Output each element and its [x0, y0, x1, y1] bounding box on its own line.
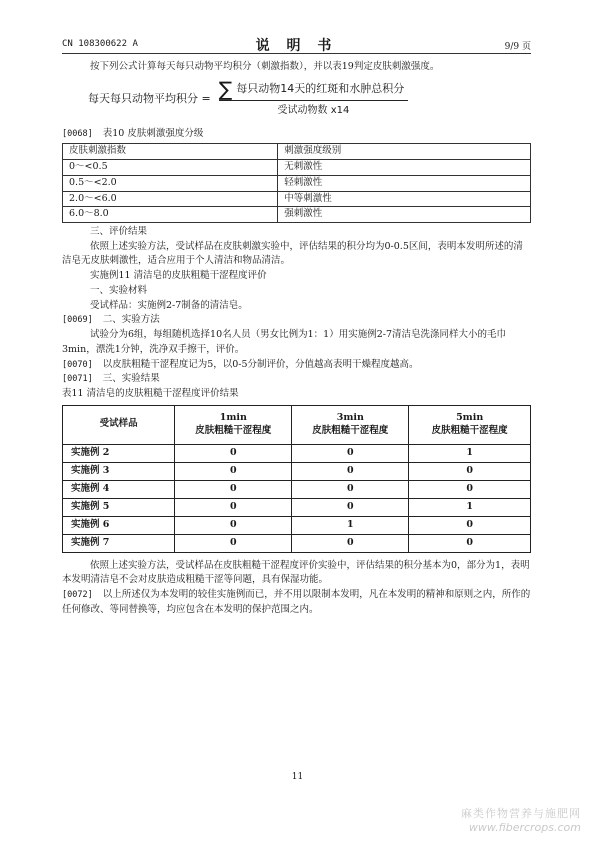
table-cell: 0 — [175, 516, 292, 534]
table-cell: 无刺激性 — [278, 160, 531, 176]
table-row — [63, 207, 531, 223]
table-cell: 0 — [409, 516, 531, 534]
table-cell: 0 — [409, 534, 531, 552]
table-cell: 0 — [175, 498, 292, 516]
table-row — [63, 480, 531, 498]
table-cell: 强刺激性 — [278, 207, 531, 223]
table-cell: 0 — [175, 444, 292, 462]
table-row — [63, 534, 531, 552]
para-0070 — [62, 358, 531, 373]
watermark-url: www.fibercrops.com — [468, 821, 581, 834]
formula-numerator — [218, 76, 408, 101]
table-row — [63, 191, 531, 207]
table-row — [63, 462, 531, 480]
roughness-table — [62, 405, 531, 553]
example-11-title: 实施例11 清洁皂的皮肤粗糙干涩程度评价 — [90, 270, 267, 282]
page-header — [62, 35, 531, 54]
table-row — [63, 516, 531, 534]
table-cell: 0 — [175, 462, 292, 480]
table-cell: 0 — [175, 534, 292, 552]
doc-title: 说 明 书 — [255, 38, 338, 54]
table-row — [63, 175, 531, 191]
irritation-grade-table — [62, 143, 531, 223]
row-label: 实施例 4 — [63, 480, 175, 498]
table-header-cell: 刺激强度级别 — [278, 144, 531, 160]
row-label: 实施例 7 — [63, 534, 175, 552]
para-0068 — [62, 127, 531, 142]
formula — [88, 77, 531, 121]
table-row — [63, 160, 531, 176]
scoring-text: 以皮肤粗糙干涩程度记为5，以0-5分制评价，分值越高表明干燥程度越高。 — [102, 358, 419, 370]
formula-numerator-text: 每只动物14天的红斑和水肿总积分 — [236, 82, 405, 96]
table-header-cell: 皮肤刺激指数 — [63, 144, 278, 160]
table-cell: 1 — [409, 444, 531, 462]
row-label: 实施例 6 — [63, 516, 175, 534]
section-title: 三、实验结果 — [102, 373, 160, 385]
table-cell: 6.0～8.0 — [63, 207, 278, 223]
para-tag: [0072] — [62, 590, 93, 601]
table-header-cell — [292, 405, 409, 444]
watermark — [461, 805, 581, 834]
materials-text: 受试样品：实施例2-7制备的清洁皂。 — [90, 299, 248, 311]
table-cell: 1 — [292, 516, 409, 534]
intro-text: 按下列公式计算每天每只动物平均积分（刺激指数），并以表19判定皮肤刺激强度。 — [90, 61, 440, 72]
header-time: 1min — [219, 411, 247, 423]
formula-left: 每天每只动物平均积分 = — [88, 92, 211, 106]
table-header-row — [63, 144, 531, 160]
doc-number: CN 108300622 A — [62, 39, 138, 49]
para-0072 — [62, 588, 531, 617]
page-content — [62, 60, 531, 618]
formula-fraction — [218, 76, 408, 119]
table-cell: 0 — [409, 480, 531, 498]
header-time: 3min — [336, 411, 364, 423]
para-tag: [0068] — [62, 128, 93, 139]
para-tag: [0070] — [62, 359, 93, 370]
table-row — [63, 444, 531, 462]
table-header-cell — [409, 405, 531, 444]
table-header-cell: 受试样品 — [63, 405, 175, 444]
conclusion-text: 以上所述仅为本发明的较佳实施例而已，并不用以限制本发明，凡在本发明的精神和原则之内，所作的任何修改、等同替换等，均应包含在本发明的保护范围之内。 — [62, 589, 531, 615]
watermark-site-name: 麻类作物营养与施肥网 — [461, 807, 581, 820]
table10-caption: 表10 皮肤刺激强度分级 — [102, 127, 204, 139]
header-metric: 皮肤粗糙干涩程度 — [312, 424, 389, 436]
table-cell: 轻刺激性 — [278, 175, 531, 191]
formula-denominator: 受试动物数 x14 — [277, 104, 350, 116]
table-cell: 1 — [409, 498, 531, 516]
table-cell: 0 — [409, 462, 531, 480]
table-cell: 0 — [175, 480, 292, 498]
section-title: 三、评价结果 — [90, 226, 148, 238]
section-title: 一、实验材料 — [90, 284, 148, 296]
evaluation-result-text: 依照上述实验方法，受试样品在皮肤刺激实验中，评估结果的积分均为0-0.5区间，表明本发明所述的清洁皂无皮肤刺激性，适合应用于个人清洁和物品清洁。 — [62, 240, 523, 267]
para-0071 — [62, 372, 531, 387]
section-title: 二、实验方法 — [102, 314, 160, 326]
page-number: 11 — [291, 772, 304, 782]
result-text: 依照上述实验方法，受试样品在皮肤粗糙干涩程度评价实验中，评估结果的积分基本为0，部分为1，表明本发明清洁皂不会对皮肤造成粗糙干涩等问题，具有保湿功能。 — [62, 559, 530, 586]
para-0069 — [62, 313, 531, 328]
table-cell: 0 — [292, 534, 409, 552]
table-cell: 0 — [292, 480, 409, 498]
table-cell: 0～<0.5 — [63, 160, 278, 176]
table-cell: 2.0～<6.0 — [63, 191, 278, 207]
row-label: 实施例 2 — [63, 444, 175, 462]
table11-caption: 表11 清洁皂的皮肤粗糙干涩程度评价结果 — [62, 387, 239, 399]
header-metric: 皮肤粗糙干涩程度 — [431, 424, 508, 436]
row-label: 实施例 3 — [63, 462, 175, 480]
table-cell: 0 — [292, 498, 409, 516]
method-text: 试验分为6组，每组随机选择10名人员（男女比例为1：1）用实施例2-7清洁皂洗涤同样大小的毛巾3min，漂洗1分钟，洗净双手擦干，评价。 — [62, 329, 507, 355]
para-tag: [0071] — [62, 374, 93, 385]
header-time: 5min — [456, 411, 484, 423]
table-header-cell — [175, 405, 292, 444]
table-header-row — [63, 405, 531, 444]
table-cell: 0.5～<2.0 — [63, 175, 278, 191]
row-label: 实施例 5 — [63, 498, 175, 516]
table-cell: 0 — [292, 444, 409, 462]
header-metric: 皮肤粗糙干涩程度 — [195, 424, 272, 436]
table-cell: 0 — [292, 462, 409, 480]
table-row — [63, 498, 531, 516]
sigma-symbol: ∑ — [218, 76, 233, 101]
table-cell: 中等刺激性 — [278, 191, 531, 207]
para-tag: [0069] — [62, 315, 93, 326]
page-indicator: 9/9 页 — [504, 42, 531, 52]
